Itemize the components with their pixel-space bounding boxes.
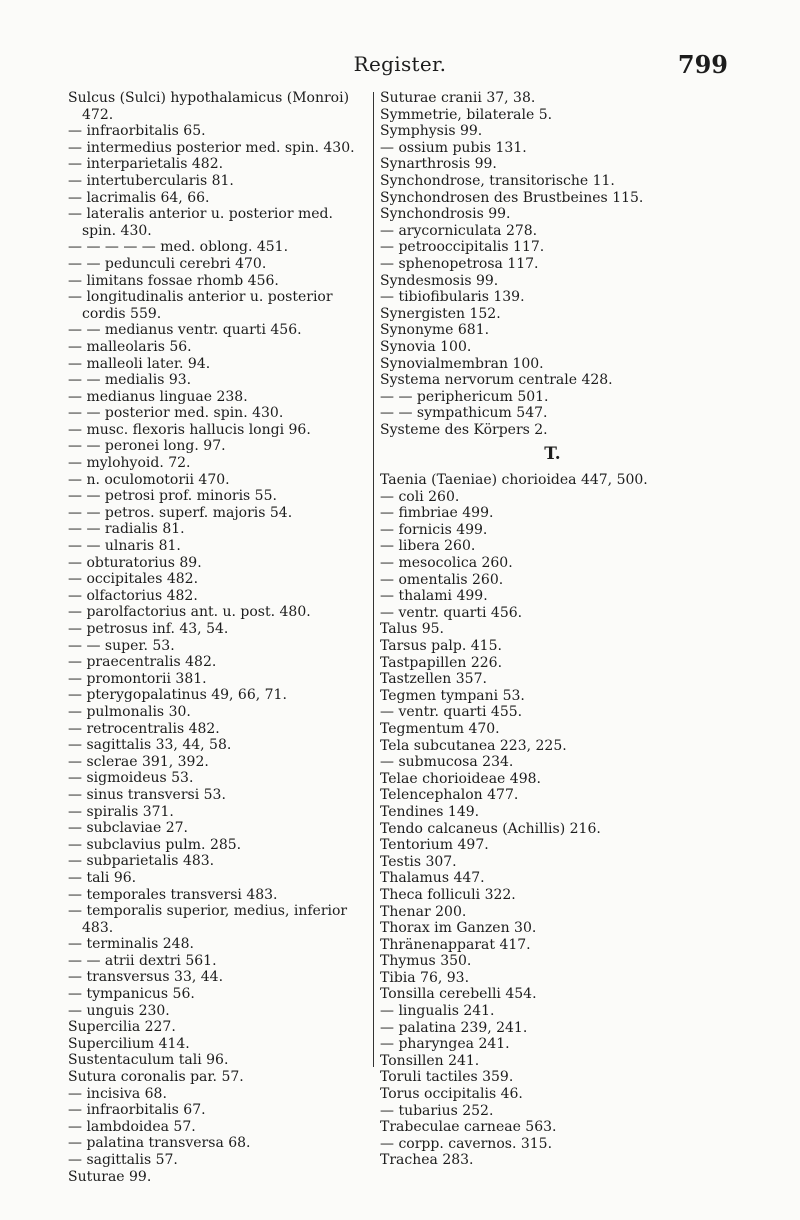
index-entry: — — atrii dextri 561. bbox=[68, 952, 217, 969]
index-entry: — — ulnaris 81. bbox=[68, 538, 181, 555]
index-entry: Synchondrosis 99. bbox=[380, 206, 511, 223]
index-entry: — medianus linguae 238. bbox=[68, 388, 248, 405]
page-number: 799 bbox=[677, 50, 728, 79]
index-entry: Symphysis 99. bbox=[380, 123, 483, 140]
index-entry: — interparietalis 482. bbox=[68, 156, 224, 173]
index-entry: — intermedius posterior med. spin. 430. bbox=[68, 139, 355, 156]
index-entry: — mesocolica 260. bbox=[380, 555, 513, 572]
index-entry: — petrosus inf. 43, 54. bbox=[68, 621, 229, 637]
index-entry: — mylohyoid. 72. bbox=[68, 455, 191, 472]
index-entry: — terminalis 248. bbox=[68, 936, 194, 953]
index-entry: — subclaviae 27. bbox=[68, 820, 189, 837]
index-entry: — omentalis 260. bbox=[380, 571, 504, 588]
index-entry: — tubarius 252. bbox=[380, 1102, 494, 1119]
index-entry: — obturatorius 89. bbox=[68, 554, 202, 571]
index-entry: Thalamus 447. bbox=[380, 870, 485, 887]
index-entry: Theca folliculi 322. bbox=[380, 886, 516, 903]
index-entry: — libera 260. bbox=[380, 538, 476, 555]
index-entry: Thenar 200. bbox=[380, 903, 467, 920]
index-entry: — — sympathicum 547. bbox=[380, 405, 548, 422]
index-entry: Suturae 99. bbox=[68, 1168, 152, 1185]
index-entry: Thränenapparat 417. bbox=[380, 936, 531, 953]
index-entry: — sclerae 391, 392. bbox=[68, 753, 209, 770]
index-entry: Tarsus palp. 415. bbox=[380, 638, 502, 654]
index-entry: Synarthrosis 99. bbox=[380, 156, 497, 173]
index-entry: Taenia (Taeniae) chorioidea 447, 500. bbox=[380, 472, 648, 489]
index-entry: Sutura coronalis par. 57. bbox=[68, 1069, 244, 1086]
index-entry: Toruli tactiles 359. bbox=[380, 1069, 514, 1086]
index-entry: — — medialis 93. bbox=[68, 372, 192, 389]
index-entry: — petrooccipitalis 117. bbox=[380, 239, 545, 256]
index-entry: Tendo calcaneus (Achillis) 216. bbox=[380, 820, 601, 837]
index-entry: — — super. 53. bbox=[68, 637, 175, 654]
index-entry: Supercilium 414. bbox=[68, 1035, 190, 1052]
index-entry: — subclavius pulm. 285. bbox=[68, 836, 242, 853]
index-entry: Suturae cranii 37, 38. bbox=[380, 90, 536, 106]
section-letter-heading: T. bbox=[544, 444, 561, 465]
index-entry: Sustentaculum tali 96. bbox=[68, 1052, 229, 1069]
index-entry: Tonsillen 241. bbox=[380, 1052, 480, 1069]
index-entry: — sphenopetrosa 117. bbox=[380, 255, 539, 272]
index-entry: — coli 260. bbox=[380, 488, 460, 505]
index-entry: Synchondrose, transitorische 11. bbox=[380, 172, 615, 189]
index-entry: — unguis 230. bbox=[68, 1002, 170, 1019]
index-entry: — thalami 499. bbox=[380, 588, 488, 605]
index-entry: — sagittalis 33, 44, 58. bbox=[68, 737, 232, 754]
index-entry: — — petros. superf. majoris 54. bbox=[68, 504, 293, 521]
index-entry: Tendines 149. bbox=[380, 803, 480, 820]
index-entry: — malleolaris 56. bbox=[68, 338, 192, 355]
index-entry: — lateralis anterior u. posterior med. spin. 430. bbox=[68, 206, 333, 239]
index-entry: Systema nervorum centrale 428. bbox=[380, 372, 613, 389]
index-entry: — temporalis superior, medius, inferior 483. bbox=[68, 903, 348, 936]
index-entry: Torus occipitalis 46. bbox=[380, 1086, 523, 1103]
index-entry: — corpp. cavernos. 315. bbox=[380, 1135, 553, 1152]
index-entry: Tastpapillen 226. bbox=[380, 654, 503, 671]
index-entry: Tonsilla cerebelli 454. bbox=[380, 986, 537, 1003]
index-entry: — spiralis 371. bbox=[68, 803, 174, 820]
index-entry: — parolfactorius ant. u. post. 480. bbox=[68, 604, 311, 621]
index-entry: — incisiva 68. bbox=[68, 1085, 167, 1102]
index-entry: — lambdoidea 57. bbox=[68, 1118, 196, 1135]
index-entry: Tentorium 497. bbox=[380, 837, 489, 854]
index-entry: Syndesmosis 99. bbox=[380, 272, 499, 289]
index-entry: — ventr. quarti 455. bbox=[380, 704, 523, 721]
index-entry: — ventr. quarti 456. bbox=[380, 604, 523, 621]
index-entry: — infraorbitalis 65. bbox=[68, 123, 206, 140]
index-entry: Tegmen tympani 53. bbox=[380, 687, 525, 704]
index-entry: Sulcus (Sulci) hypothalamicus (Monroi) 472. bbox=[68, 90, 350, 123]
index-entry: Thorax im Ganzen 30. bbox=[380, 920, 537, 937]
index-entry: — tali 96. bbox=[68, 869, 137, 886]
index-entry: — pterygopalatinus 49, 66, 71. bbox=[68, 687, 287, 704]
running-header-title: Register. bbox=[353, 52, 447, 76]
index-entry: — — periphericum 501. bbox=[380, 388, 549, 405]
index-entry: — retrocentralis 482. bbox=[68, 720, 220, 737]
index-entry: — lacrimalis 64, 66. bbox=[68, 189, 210, 206]
index-entry: — palatina 239, 241. bbox=[380, 1019, 528, 1036]
index-entry: — limitans fossae rhomb 456. bbox=[68, 272, 279, 289]
index-entry: — — pedunculi cerebri 470. bbox=[68, 255, 267, 272]
column-divider bbox=[373, 92, 374, 1067]
index-entry: Tibia 76, 93. bbox=[380, 969, 470, 986]
index-entry: Tela subcutanea 223, 225. bbox=[380, 737, 567, 754]
index-entry: Thymus 350. bbox=[380, 953, 472, 970]
index-entry: Synovia 100. bbox=[380, 338, 472, 355]
index-entry: Symmetrie, bilaterale 5. bbox=[380, 106, 553, 123]
index-entry: — ossium pubis 131. bbox=[380, 139, 527, 156]
index-entry: — olfactorius 482. bbox=[68, 587, 198, 604]
index-entry: Synovialmembran 100. bbox=[380, 355, 544, 372]
index-entry: — musc. flexoris hallucis longi 96. bbox=[68, 421, 311, 438]
index-entry: — palatina transversa 68. bbox=[68, 1135, 251, 1152]
index-entry: Tastzellen 357. bbox=[380, 671, 487, 688]
index-entry: — sigmoideus 53. bbox=[68, 770, 194, 787]
index-entry: — — medianus ventr. quarti 456. bbox=[68, 322, 302, 339]
index-entry: — infraorbitalis 67. bbox=[68, 1102, 206, 1119]
index-entry: Supercilia 227. bbox=[68, 1019, 176, 1036]
index-entry: Synchondrosen des Brustbeines 115. bbox=[380, 189, 644, 206]
index-entry: — malleoli later. 94. bbox=[68, 355, 211, 372]
index-entry: — — posterior med. spin. 430. bbox=[68, 405, 284, 422]
index-entry: — pulmonalis 30. bbox=[68, 703, 191, 720]
index-entry: — lingualis 241. bbox=[380, 1003, 495, 1020]
index-entry: — arycorniculata 278. bbox=[380, 222, 538, 239]
index-entry: Talus 95. bbox=[380, 621, 444, 638]
index-entry: Trachea 283. bbox=[380, 1152, 474, 1169]
index-entry: Telae chorioideae 498. bbox=[380, 770, 541, 787]
index-column-right bbox=[380, 90, 725, 1169]
index-entry: — n. oculomotorii 470. bbox=[68, 471, 230, 488]
index-entry: — longitudinalis anterior u. posterior cordis 559. bbox=[68, 289, 333, 322]
index-entry: — promontorii 381. bbox=[68, 670, 207, 687]
index-entry: — sinus transversi 53. bbox=[68, 786, 226, 803]
index-column-left bbox=[68, 90, 364, 1185]
index-entry: Telencephalon 477. bbox=[380, 787, 519, 804]
index-entry: — pharyngea 241. bbox=[380, 1036, 510, 1053]
index-entry: — tympanicus 56. bbox=[68, 986, 195, 1003]
index-entry: Synergisten 152. bbox=[380, 305, 501, 322]
index-entry: — occipitales 482. bbox=[68, 571, 199, 588]
index-entry: — — — — — med. oblong. 451. bbox=[68, 239, 289, 256]
index-entry: Testis 307. bbox=[380, 853, 457, 870]
index-entry: Systeme des Körpers 2. bbox=[380, 421, 548, 438]
index-entry: Synonyme 681. bbox=[380, 322, 490, 339]
index-entry: — sagittalis 57. bbox=[68, 1152, 178, 1168]
index-entry: — praecentralis 482. bbox=[68, 654, 217, 671]
index-entry: — — peronei long. 97. bbox=[68, 438, 226, 455]
index-entry: Tegmentum 470. bbox=[380, 720, 500, 737]
index-entry: — fimbriae 499. bbox=[380, 505, 494, 522]
index-entry: — — radialis 81. bbox=[68, 521, 185, 538]
index-entry: — submucosa 234. bbox=[380, 754, 514, 771]
index-entry: — subparietalis 483. bbox=[68, 853, 215, 870]
index-entry: Trabeculae carneae 563. bbox=[380, 1119, 557, 1136]
index-entry: — fornicis 499. bbox=[380, 521, 488, 538]
index-entry: — — petrosi prof. minoris 55. bbox=[68, 488, 277, 505]
index-entry: — transversus 33, 44. bbox=[68, 969, 224, 986]
index-entry: — intertubercularis 81. bbox=[68, 172, 234, 189]
index-entry: — temporales transversi 483. bbox=[68, 886, 278, 903]
index-entry: — tibiofibularis 139. bbox=[380, 289, 525, 306]
